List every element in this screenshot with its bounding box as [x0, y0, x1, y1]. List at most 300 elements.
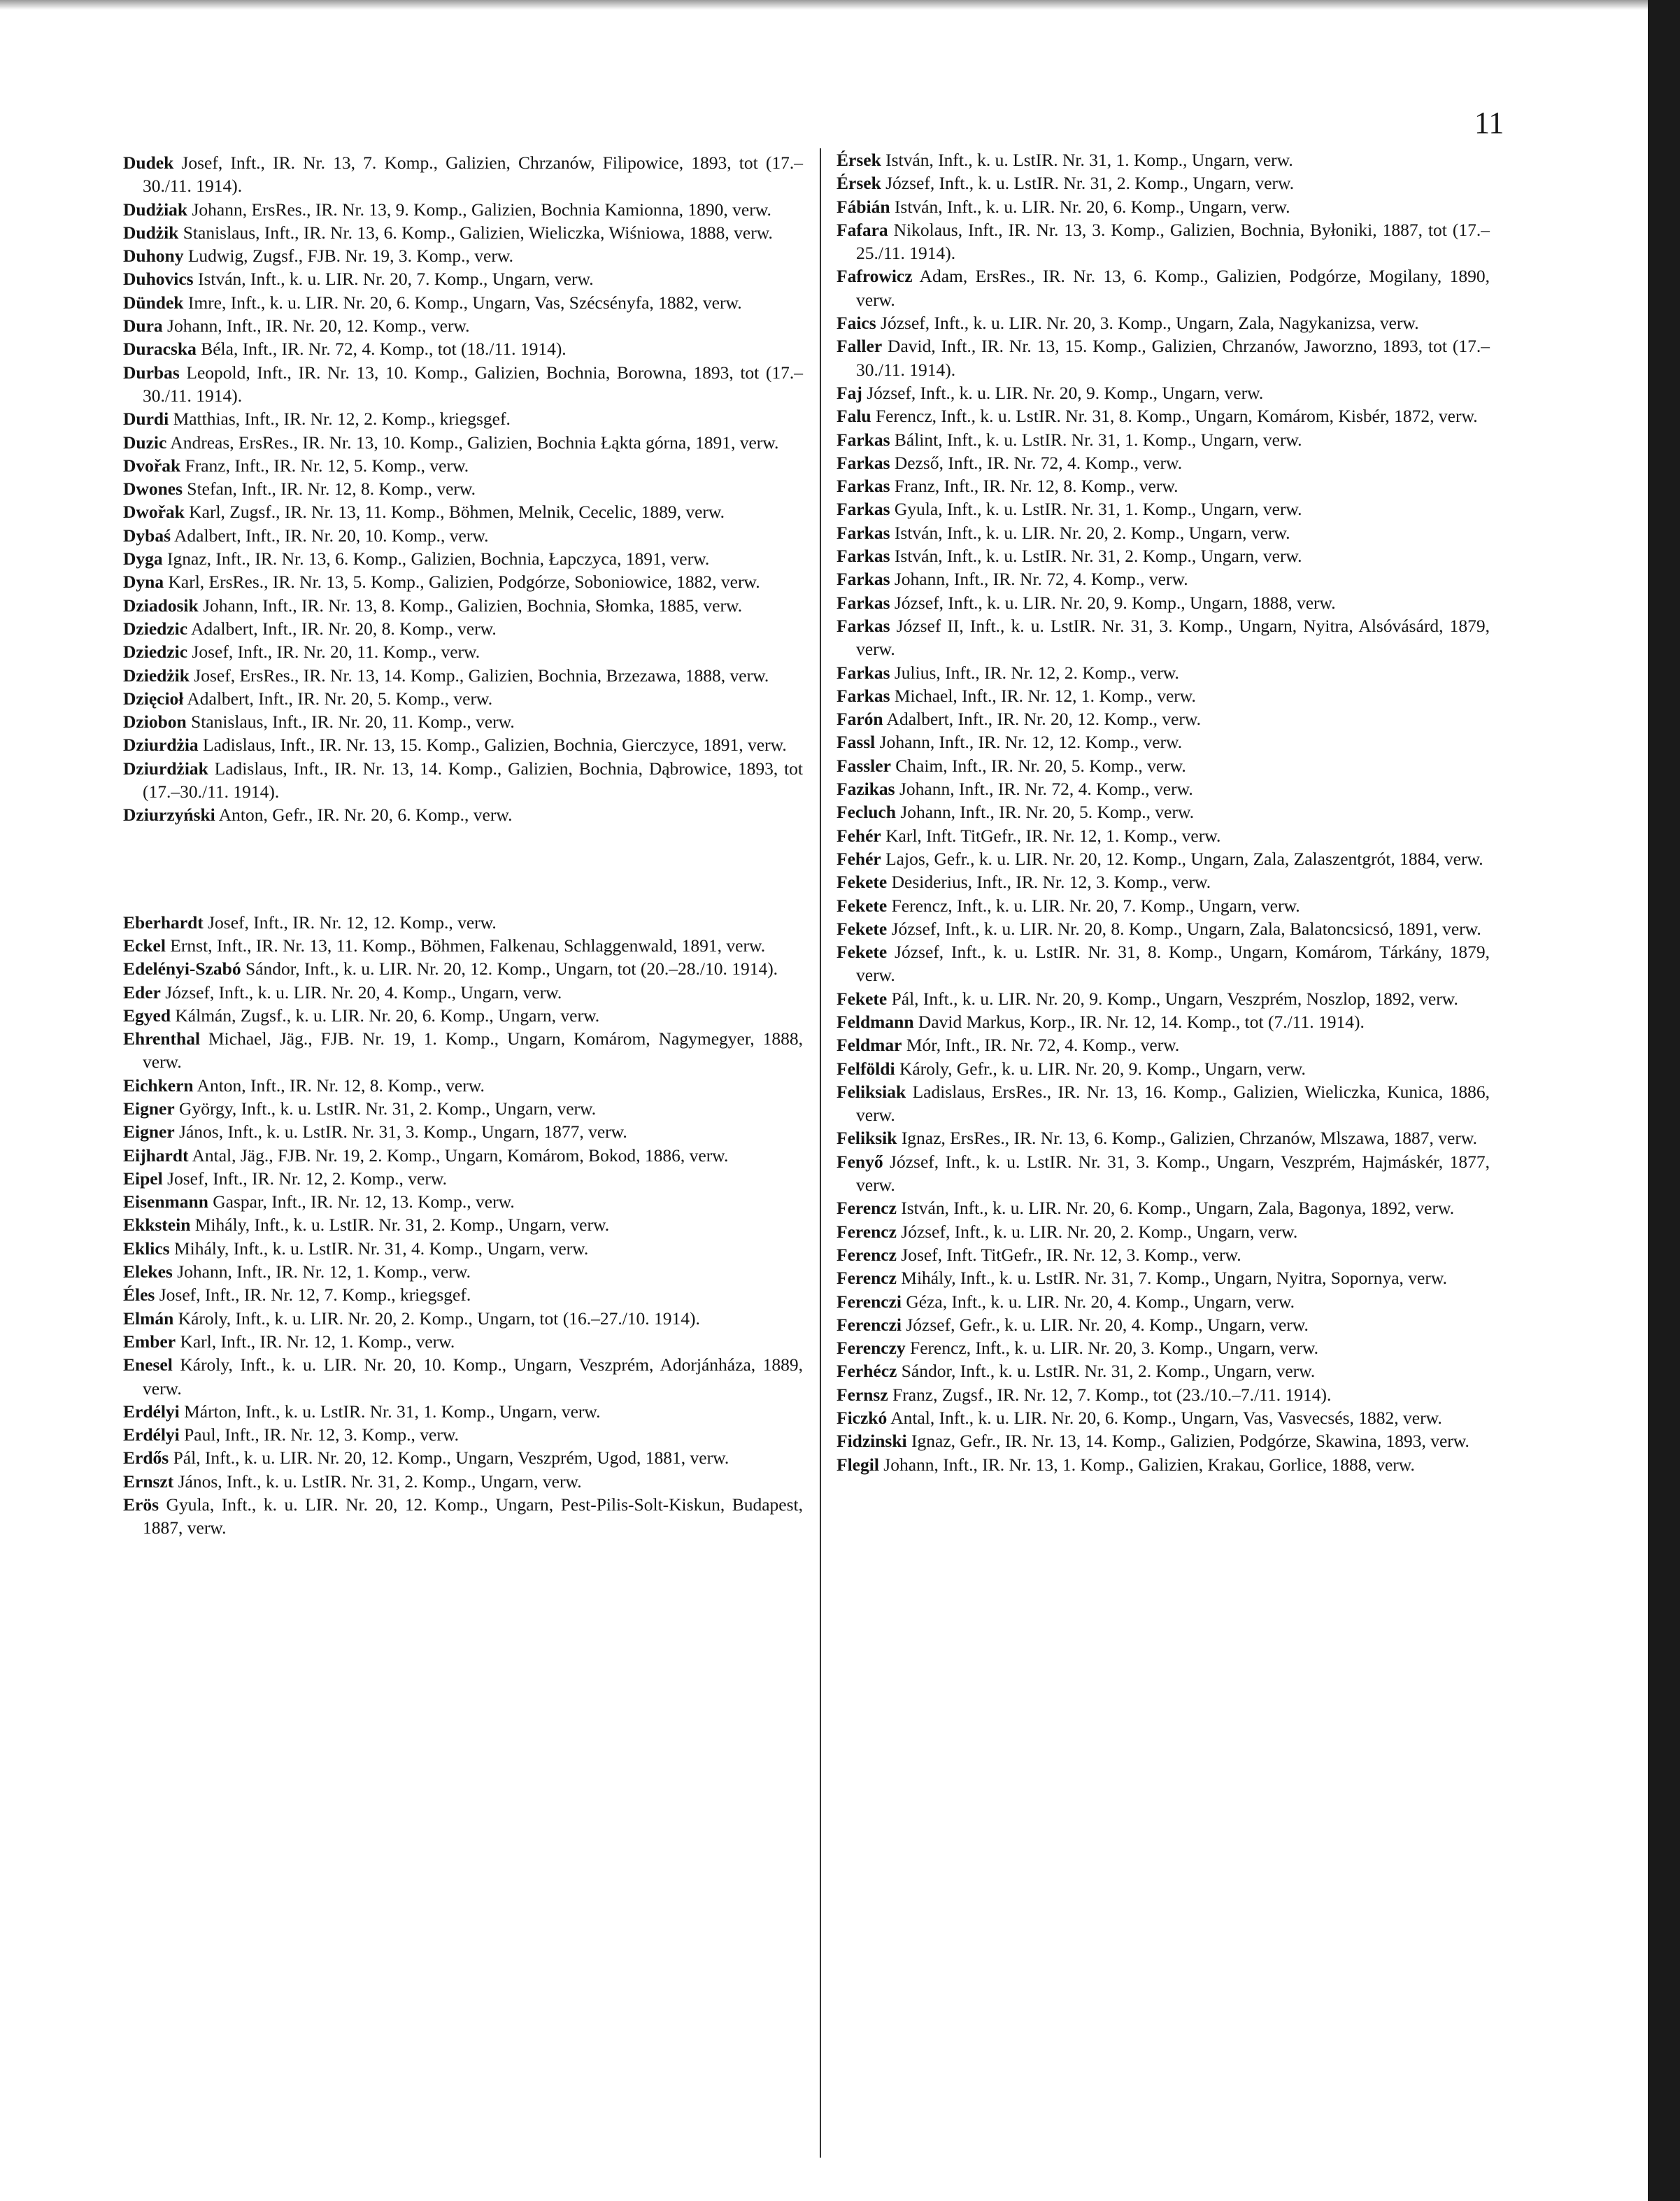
register-entry — [837, 195, 1490, 218]
register-entry — [837, 707, 1490, 730]
entry-surname: Feldmar — [837, 1035, 902, 1056]
scan-right-border — [1648, 0, 1680, 2201]
entry-details: Ignaz, Inft., IR. Nr. 13, 6. Komp., Galizien, Bochnia, Łapczyca, 1891, verw. — [162, 549, 710, 569]
register-entry — [837, 800, 1490, 823]
entry-surname: Ferencz — [837, 1198, 897, 1219]
register-entry — [123, 1353, 803, 1400]
register-entry — [123, 407, 803, 430]
entry-surname: Fafrowicz — [837, 266, 913, 287]
register-entry — [837, 1429, 1490, 1452]
entry-details: Josef, ErsRes., IR. Nr. 13, 14. Komp., Galizien, Bochnia, Brzezawa, 1888, verw. — [189, 665, 769, 686]
register-entry — [123, 934, 803, 957]
register-entry — [837, 1010, 1490, 1033]
entry-details: József, Inft., k. u. LIR. Nr. 20, 4. Komp., Ungarn, verw. — [160, 982, 562, 1003]
register-entry — [837, 684, 1490, 707]
register-entry — [837, 264, 1490, 311]
entry-details: Pál, Inft., k. u. LIR. Nr. 20, 9. Komp., Ungarn, Veszprém, Noszlop, 1892, verw. — [887, 988, 1458, 1009]
entry-surname: Dziedżik — [123, 665, 190, 686]
entry-details: József, Inft., k. u. LIR. Nr. 20, 8. Komp., Ungarn, Zala, Balatoncsicsó, 1891, verw. — [887, 918, 1481, 939]
entry-details: Johann, Inft., IR. Nr. 13, 1. Komp., Galizien, Krakau, Gorlice, 1888, verw. — [878, 1454, 1415, 1475]
register-entry — [837, 777, 1490, 800]
entry-surname: Ferencz — [837, 1244, 897, 1265]
entry-details: Karl, Zugsf., IR. Nr. 13, 11. Komp., Böhmen, Melnik, Cecelic, 1889, verw. — [184, 502, 725, 523]
entry-details: István, Inft., k. u. LIR. Nr. 20, 2. Komp., Ungarn, verw. — [890, 522, 1290, 543]
entry-details: Johann, Inft., IR. Nr. 12, 1. Komp., verw. — [172, 1261, 471, 1282]
entry-details: Sándor, Inft., k. u. LIR. Nr. 20, 12. Komp., Ungarn, tot (20.–28./10. 1914). — [241, 958, 778, 979]
register-entry — [123, 1213, 803, 1236]
entry-surname: Fafara — [837, 219, 888, 240]
entry-details: Ignaz, ErsRes., IR. Nr. 13, 6. Komp., Galizien, Chrzanów, Mlszawa, 1887, verw. — [897, 1128, 1477, 1149]
entry-details: Franz, Inft., IR. Nr. 12, 8. Komp., verw. — [890, 476, 1179, 497]
entry-surname: Ferencz — [837, 1221, 897, 1242]
entry-surname: Farkas — [837, 685, 890, 706]
entry-surname: Farkas — [837, 452, 890, 473]
entry-details: Stefan, Inft., IR. Nr. 12, 8. Komp., verw. — [183, 479, 476, 500]
entry-details: Karl, ErsRes., IR. Nr. 13, 5. Komp., Galizien, Podgórze, Soboniowice, 1882, verw. — [164, 572, 760, 593]
entry-details: Károly, Inft., k. u. LIR. Nr. 20, 10. Komp., Ungarn, Veszprém, Adorjánháza, 1889, verw. — [143, 1354, 803, 1399]
entry-surname: Fekete — [837, 895, 888, 916]
entry-details: István, Inft., k. u. LstIR. Nr. 31, 1. Komp., Ungarn, verw. — [881, 150, 1293, 170]
entry-surname: Fecluch — [837, 802, 896, 823]
entry-surname: Fernsz — [837, 1384, 888, 1405]
register-entry — [123, 1237, 803, 1260]
register-entry — [123, 1400, 803, 1423]
register-entry — [123, 454, 803, 477]
entry-surname: Fassl — [837, 732, 876, 753]
register-entry — [837, 1290, 1490, 1313]
page-number: 11 — [1474, 106, 1504, 140]
register-entry — [837, 614, 1490, 661]
entry-surname: Fekete — [837, 988, 888, 1009]
entry-details: Lajos, Gefr., k. u. LIR. Nr. 20, 12. Komp., Ungarn, Zala, Zalaszentgrót, 1884, verw. — [881, 848, 1483, 869]
register-entry — [123, 570, 803, 593]
entry-surname: Dziurzyński — [123, 805, 215, 826]
register-entry — [123, 198, 803, 221]
register-entry — [837, 451, 1490, 474]
entry-details: Johann, Inft., IR. Nr. 20, 12. Komp., verw. — [162, 316, 470, 337]
register-entry — [123, 431, 803, 454]
entry-surname: Flegil — [837, 1454, 879, 1475]
register-entry — [123, 664, 803, 687]
entry-details: Adam, ErsRes., IR. Nr. 13, 6. Komp., Galizien, Podgórze, Mogilany, 1890, verw. — [856, 266, 1490, 310]
register-entry — [837, 1126, 1490, 1149]
register-entry — [837, 404, 1490, 427]
entry-details: Antal, Jäg., FJB. Nr. 19, 2. Komp., Ungarn, Komárom, Bokod, 1886, verw. — [188, 1145, 729, 1166]
entry-details: Ludwig, Zugsf., FJB. Nr. 19, 3. Komp., verw. — [183, 246, 513, 267]
register-entry — [837, 894, 1490, 917]
entry-surname: Ember — [123, 1331, 176, 1352]
entry-surname: Érsek — [837, 150, 881, 170]
entry-details: Ladislaus, Inft., IR. Nr. 13, 15. Komp., Galizien, Bochnia, Gierczyce, 1891, verw. — [198, 735, 787, 756]
register-entry — [123, 1330, 803, 1353]
entry-surname: Eberhardt — [123, 912, 204, 933]
entry-surname: Farkas — [837, 569, 890, 590]
register-entry — [837, 381, 1490, 404]
entry-surname: Dyna — [123, 572, 164, 593]
entry-surname: Eklics — [123, 1238, 170, 1259]
entry-group-d — [123, 151, 803, 827]
entry-surname: Duhovics — [123, 269, 194, 290]
entry-details: Franz, Inft., IR. Nr. 12, 5. Komp., verw. — [180, 455, 469, 476]
entry-details: Ernst, Inft., IR. Nr. 13, 11. Komp., Böhmen, Falkenau, Schlaggenwald, 1891, verw. — [165, 935, 766, 956]
entry-details: Márton, Inft., k. u. LstIR. Nr. 31, 1. Komp., Ungarn, verw. — [179, 1401, 601, 1422]
entry-surname: Ferenczi — [837, 1314, 902, 1335]
entry-surname: Durdi — [123, 409, 169, 430]
entry-details: Adalbert, Inft., IR. Nr. 20, 10. Komp., verw. — [171, 525, 489, 546]
entry-surname: Feldmann — [837, 1011, 914, 1032]
register-entry — [123, 477, 803, 500]
register-entry — [123, 687, 803, 710]
entry-surname: Ferenczi — [837, 1291, 902, 1312]
entry-surname: Faj — [837, 382, 862, 403]
entry-surname: Farkas — [837, 615, 890, 636]
entry-details: József, Inft., k. u. LstIR. Nr. 31, 2. Komp., Ungarn, verw. — [881, 173, 1295, 194]
entry-surname: Fekete — [837, 942, 888, 963]
register-entry — [837, 591, 1490, 614]
register-entry — [123, 1470, 803, 1493]
entry-surname: Farkas — [837, 592, 890, 613]
entry-surname: Feliksik — [837, 1128, 897, 1149]
entry-details: Mihály, Inft., k. u. LstIR. Nr. 31, 2. Komp., Ungarn, verw. — [190, 1215, 610, 1236]
entry-surname: Dwones — [123, 479, 183, 500]
entry-surname: Elmán — [123, 1308, 174, 1329]
register-entry — [837, 218, 1490, 265]
entry-surname: Egyed — [123, 1005, 171, 1026]
entry-surname: Farkas — [837, 429, 890, 450]
entry-details: Stanislaus, Inft., IR. Nr. 20, 11. Komp., verw. — [186, 712, 515, 733]
entry-details: József, Inft., k. u. LIR. Nr. 20, 3. Komp., Ungarn, Zala, Nagykanizsa, verw. — [876, 313, 1419, 334]
entry-surname: Dvořak — [123, 455, 181, 476]
entry-surname: Ehrenthal — [123, 1028, 201, 1049]
register-entry — [123, 361, 803, 408]
register-entry — [837, 1383, 1490, 1406]
entry-details: János, Inft., k. u. LstIR. Nr. 31, 2. Komp., Ungarn, verw. — [173, 1471, 582, 1492]
entry-surname: Dziurdżia — [123, 735, 199, 756]
entry-surname: Duracska — [123, 339, 197, 360]
entry-details: Stanislaus, Inft., IR. Nr. 13, 6. Komp., Galizien, Wieliczka, Wiśniowa, 1888, verw. — [178, 222, 773, 243]
entry-surname: Érsek — [837, 173, 881, 194]
entry-group-e — [123, 911, 803, 1540]
register-entry — [123, 151, 803, 198]
entry-details: Adalbert, Inft., IR. Nr. 20, 8. Komp., verw. — [187, 618, 497, 639]
entry-surname: Durbas — [123, 362, 180, 383]
entry-details: Julius, Inft., IR. Nr. 12, 2. Komp., verw. — [890, 662, 1179, 683]
register-entry — [837, 567, 1490, 590]
entry-details: István, Inft., k. u. LIR. Nr. 20, 7. Komp., Ungarn, verw. — [193, 269, 594, 290]
entry-details: Josef, Inft., IR. Nr. 12, 2. Komp., verw. — [162, 1168, 447, 1189]
register-entry — [837, 917, 1490, 940]
entry-details: József, Gefr., k. u. LIR. Nr. 20, 4. Komp., Ungarn, verw. — [901, 1314, 1309, 1335]
register-entry — [837, 474, 1490, 497]
entry-details: Dezső, Inft., IR. Nr. 72, 4. Komp., verw. — [890, 452, 1183, 473]
entry-details: Karl, Inft. TitGefr., IR. Nr. 12, 1. Komp., verw. — [881, 825, 1221, 846]
entry-surname: Farkas — [837, 522, 890, 543]
register-entry — [123, 1446, 803, 1469]
register-entry — [837, 521, 1490, 544]
register-entry — [123, 803, 803, 826]
entry-surname: Dündek — [123, 292, 184, 313]
register-entry — [837, 987, 1490, 1010]
entry-surname: Eigner — [123, 1098, 175, 1119]
entry-details: György, Inft., k. u. LstIR. Nr. 31, 2. Komp., Ungarn, verw. — [174, 1098, 597, 1119]
register-entry — [837, 1080, 1490, 1127]
entry-surname: Dziedzic — [123, 642, 188, 663]
entry-details: Desiderius, Inft., IR. Nr. 12, 3. Komp., verw. — [887, 872, 1211, 893]
entry-surname: Edelényi-Szabó — [123, 958, 241, 979]
entry-surname: Faller — [837, 336, 883, 357]
register-entry — [123, 1167, 803, 1190]
register-entry — [123, 617, 803, 640]
register-entry — [837, 661, 1490, 684]
entry-details: Ferencz, Inft., k. u. LstIR. Nr. 31, 8. Komp., Ungarn, Komárom, Kisbér, 1872, verw. — [871, 406, 1478, 427]
register-entry — [123, 524, 803, 547]
register-entry — [837, 1196, 1490, 1219]
scan-top-edge — [0, 0, 1680, 10]
entry-surname: Ferenczy — [837, 1338, 906, 1359]
entry-surname: Erös — [123, 1494, 159, 1515]
entry-surname: Ficzkó — [837, 1408, 888, 1429]
entry-surname: Erdélyi — [123, 1424, 180, 1445]
entry-details: István, Inft., k. u. LIR. Nr. 20, 6. Komp., Ungarn, Zala, Bagonya, 1892, verw. — [896, 1198, 1455, 1219]
entry-surname: Dziadosik — [123, 595, 199, 616]
entry-details: Michael, Inft., IR. Nr. 12, 1. Komp., verw. — [890, 685, 1196, 706]
entry-details: Géza, Inft., k. u. LIR. Nr. 20, 4. Komp., Ungarn, verw. — [901, 1291, 1295, 1312]
entry-details: József, Inft., k. u. LIR. Nr. 20, 9. Komp., Ungarn, verw. — [862, 382, 1264, 403]
right-column — [837, 148, 1490, 1476]
entry-surname: Dzięcioł — [123, 688, 184, 709]
register-entry — [123, 733, 803, 756]
entry-surname: Dziedzic — [123, 618, 188, 639]
entry-surname: Fenyő — [837, 1151, 883, 1172]
entry-details: Károly, Gefr., k. u. LIR. Nr. 20, 9. Komp., Ungarn, verw. — [895, 1058, 1306, 1079]
entry-surname: Dyga — [123, 549, 163, 569]
left-column — [123, 151, 803, 1540]
entry-details: Ladislaus, Inft., IR. Nr. 13, 14. Komp., Galizien, Bochnia, Dąbrowice, 1893, tot (17.–30./11. 1914). — [143, 758, 803, 802]
register-entry — [837, 754, 1490, 777]
register-entry — [837, 148, 1490, 171]
register-entry — [123, 1423, 803, 1446]
entry-surname: Elekes — [123, 1261, 173, 1282]
entry-surname: Fazikas — [837, 779, 895, 800]
register-entry — [123, 1144, 803, 1167]
entry-details: Mór, Inft., IR. Nr. 72, 4. Komp., verw. — [902, 1035, 1180, 1056]
entry-surname: Duzic — [123, 432, 167, 453]
register-entry — [837, 730, 1490, 753]
entry-details: Mihály, Inft., k. u. LstIR. Nr. 31, 7. Komp., Ungarn, Nyitra, Sopornya, verw. — [896, 1268, 1447, 1289]
entry-details: Adalbert, Inft., IR. Nr. 20, 12. Komp., verw. — [883, 709, 1202, 730]
register-entry — [837, 1313, 1490, 1336]
register-entry — [837, 847, 1490, 870]
register-entry — [123, 500, 803, 523]
entry-surname: Dudżiak — [123, 199, 188, 220]
entry-surname: Ferencz — [837, 1268, 897, 1289]
entry-details: Béla, Inft., IR. Nr. 72, 4. Komp., tot (18./11. 1914). — [196, 339, 567, 360]
entry-details: Johann, Inft., IR. Nr. 12, 12. Komp., verw. — [875, 732, 1183, 753]
entry-details: Gyula, Inft., k. u. LstIR. Nr. 31, 1. Komp., Ungarn, verw. — [890, 499, 1302, 520]
entry-details: Matthias, Inft., IR. Nr. 12, 2. Komp., kriegsgef. — [169, 409, 511, 430]
entry-details: József, Inft., k. u. LIR. Nr. 20, 9. Komp., Ungarn, 1888, verw. — [890, 592, 1336, 613]
entry-surname: Eijhardt — [123, 1145, 189, 1166]
register-entry — [123, 1027, 803, 1074]
entry-details: Josef, Inft. TitGefr., IR. Nr. 12, 3. Komp., verw. — [896, 1244, 1241, 1265]
entry-surname: Fábián — [837, 196, 890, 217]
entry-surname: Eder — [123, 982, 161, 1003]
entry-surname: Dziurdżiak — [123, 758, 208, 779]
entry-details: István, Inft., k. u. LstIR. Nr. 31, 2. Komp., Ungarn, verw. — [890, 546, 1302, 567]
entry-details: Anton, Inft., IR. Nr. 12, 8. Komp., verw. — [193, 1075, 485, 1096]
entry-details: Antal, Inft., k. u. LIR. Nr. 20, 6. Komp., Ungarn, Vas, Vasvecsés, 1882, verw. — [887, 1408, 1442, 1429]
entry-details: József II, Inft., k. u. LstIR. Nr. 31, 3. Komp., Ungarn, Nyitra, Alsóvásárd, 1879, verw. — [856, 615, 1490, 660]
entry-details: Josef, Inft., IR. Nr. 13, 7. Komp., Galizien, Chrzanów, Filipowice, 1893, tot (17.–30./11. 1914). — [143, 153, 803, 197]
register-entry — [123, 981, 803, 1004]
entry-details: Pál, Inft., k. u. LIR. Nr. 20, 12. Komp., Ungarn, Veszprém, Ugod, 1881, verw. — [169, 1448, 729, 1468]
entry-surname: Farkas — [837, 499, 890, 520]
entry-details: Johann, Inft., IR. Nr. 72, 4. Komp., verw. — [890, 569, 1188, 590]
entry-details: Mihály, Inft., k. u. LstIR. Nr. 31, 4. Komp., Ungarn, verw. — [169, 1238, 589, 1259]
entry-details: David Markus, Korp., IR. Nr. 12, 14. Komp., tot (7./11. 1914). — [913, 1011, 1365, 1032]
entry-surname: Ekkstein — [123, 1215, 191, 1236]
entry-surname: Eipel — [123, 1168, 163, 1189]
entry-details: Karl, Inft., IR. Nr. 12, 1. Komp., verw. — [176, 1331, 455, 1352]
entry-details: Michael, Jäg., FJB. Nr. 19, 1. Komp., Ungarn, Komárom, Nagymegyer, 1888, verw. — [143, 1028, 803, 1073]
entry-details: Andreas, ErsRes., IR. Nr. 13, 10. Komp., Galizien, Bochnia Łąkta górna, 1891, verw. — [166, 432, 779, 453]
entry-surname: Éles — [123, 1284, 155, 1305]
entry-details: Johann, Inft., IR. Nr. 20, 5. Komp., verw. — [895, 802, 1195, 823]
register-entry — [123, 267, 803, 290]
register-entry — [837, 940, 1490, 987]
entry-surname: Farkas — [837, 662, 890, 683]
entry-group-f — [837, 148, 1490, 1476]
register-entry — [837, 1406, 1490, 1429]
entry-details: Paul, Inft., IR. Nr. 12, 3. Komp., verw. — [179, 1424, 459, 1445]
entry-details: Johann, Inft., IR. Nr. 72, 4. Komp., verw. — [895, 779, 1193, 800]
register-entry — [123, 1283, 803, 1306]
register-entry — [837, 1359, 1490, 1382]
register-entry — [123, 314, 803, 337]
entry-details: Bálint, Inft., k. u. LstIR. Nr. 31, 1. Komp., Ungarn, verw. — [890, 429, 1302, 450]
register-entry — [123, 1097, 803, 1120]
entry-surname: Farkas — [837, 476, 890, 497]
entry-surname: Dziobon — [123, 712, 187, 733]
entry-surname: Erdélyi — [123, 1401, 180, 1422]
register-entry — [123, 1120, 803, 1143]
entry-details: József, Inft., k. u. LIR. Nr. 20, 2. Komp., Ungarn, verw. — [896, 1221, 1298, 1242]
entry-details: Franz, Zugsf., IR. Nr. 12, 7. Komp., tot (23./10.–7./11. 1914). — [888, 1384, 1332, 1405]
entry-surname: Feliksiak — [837, 1081, 906, 1102]
entry-surname: Farkas — [837, 546, 890, 567]
register-entry — [123, 1307, 803, 1330]
register-entry — [123, 710, 803, 733]
register-entry — [837, 1336, 1490, 1359]
register-entry — [123, 1260, 803, 1283]
register-entry — [123, 911, 803, 934]
entry-details: József, Inft., k. u. LstIR. Nr. 31, 3. Komp., Ungarn, Veszprém, Hajmáskér, 1877, verw. — [856, 1151, 1490, 1196]
entry-details: Johann, ErsRes., IR. Nr. 13, 9. Komp., Galizien, Bochnia Kamionna, 1890, verw. — [187, 199, 771, 220]
register-entry — [123, 957, 803, 980]
entry-surname: Falu — [837, 406, 871, 427]
entry-surname: Farón — [837, 709, 883, 730]
register-entry — [123, 594, 803, 617]
entry-details: Anton, Gefr., IR. Nr. 20, 6. Komp., verw. — [215, 805, 513, 826]
entry-details: Ignaz, Gefr., IR. Nr. 13, 14. Komp., Galizien, Podgórze, Skawina, 1893, verw. — [906, 1431, 1469, 1452]
entry-details: Sándor, Inft., k. u. LstIR. Nr. 31, 2. Komp., Ungarn, verw. — [897, 1361, 1316, 1382]
register-entry — [837, 544, 1490, 567]
entry-details: Gaspar, Inft., IR. Nr. 12, 13. Komp., verw. — [208, 1191, 515, 1212]
entry-surname: Dura — [123, 316, 163, 337]
entry-surname: Eisenmann — [123, 1191, 208, 1212]
entry-surname: Ferhécz — [837, 1361, 897, 1382]
entry-surname: Enesel — [123, 1354, 173, 1375]
register-entry — [837, 334, 1490, 381]
register-entry — [837, 1057, 1490, 1080]
entry-surname: Fassler — [837, 755, 891, 776]
entry-surname: Eckel — [123, 935, 166, 956]
entry-details: Adalbert, Inft., IR. Nr. 20, 5. Komp., verw. — [183, 688, 493, 709]
entry-details: Ferencz, Inft., k. u. LIR. Nr. 20, 3. Komp., Ungarn, verw. — [905, 1338, 1319, 1359]
entry-details: János, Inft., k. u. LstIR. Nr. 31, 3. Komp., Ungarn, 1877, verw. — [174, 1121, 627, 1142]
entry-surname: Ernszt — [123, 1471, 174, 1492]
register-entry — [837, 1453, 1490, 1476]
entry-details: Kálmán, Zugsf., k. u. LIR. Nr. 20, 6. Komp., Ungarn, verw. — [171, 1005, 600, 1026]
entry-details: Josef, Inft., IR. Nr. 12, 7. Komp., kriegsgef. — [155, 1284, 471, 1305]
entry-surname: Faics — [837, 313, 876, 334]
entry-surname: Fehér — [837, 825, 881, 846]
register-entry — [123, 1190, 803, 1213]
register-entry — [837, 1150, 1490, 1197]
register-entry — [123, 757, 803, 804]
entry-surname: Dudek — [123, 153, 174, 173]
entry-surname: Dudżik — [123, 222, 179, 243]
entry-details: Leopold, Inft., IR. Nr. 13, 10. Komp., Galizien, Bochnia, Borowna, 1893, tot (17.–30./11. 1914). — [143, 362, 803, 406]
section-gap — [123, 827, 803, 911]
register-entry — [123, 1493, 803, 1540]
register-entry — [837, 1033, 1490, 1056]
register-entry — [123, 337, 803, 360]
entry-details: Károly, Inft., k. u. LIR. Nr. 20, 2. Komp., Ungarn, tot (16.–27./10. 1914). — [173, 1308, 700, 1329]
entry-details: Imre, Inft., k. u. LIR. Nr. 20, 6. Komp., Ungarn, Vas, Szécsényfa, 1882, verw. — [183, 292, 742, 313]
entry-surname: Fidzinski — [837, 1431, 907, 1452]
entry-details: József, Inft., k. u. LstIR. Nr. 31, 8. Komp., Ungarn, Komárom, Tárkány, 1879, verw. — [856, 942, 1490, 986]
entry-details: Chaim, Inft., IR. Nr. 20, 5. Komp., verw. — [890, 755, 1186, 776]
entry-surname: Dybaś — [123, 525, 171, 546]
register-entry — [123, 640, 803, 663]
register-entry — [837, 1266, 1490, 1289]
entry-surname: Dwořak — [123, 502, 185, 523]
register-entry — [837, 824, 1490, 847]
entry-details: Josef, Inft., IR. Nr. 20, 11. Komp., verw. — [187, 642, 480, 663]
entry-surname: Fekete — [837, 918, 888, 939]
entry-surname: Fehér — [837, 848, 881, 869]
entry-details: Nikolaus, Inft., IR. Nr. 13, 3. Komp., Galizien, Bochnia, Byłoniki, 1887, tot (17.–25./11. 1914). — [856, 219, 1490, 264]
register-entry — [837, 171, 1490, 194]
entry-details: Ladislaus, ErsRes., IR. Nr. 13, 16. Komp., Galizien, Wieliczka, Kunica, 1886, verw. — [856, 1081, 1490, 1126]
entry-surname: Eigner — [123, 1121, 175, 1142]
entry-surname: Eichkern — [123, 1075, 194, 1096]
entry-details: István, Inft., k. u. LIR. Nr. 20, 6. Komp., Ungarn, verw. — [890, 196, 1290, 217]
entry-surname: Erdős — [123, 1448, 169, 1468]
entry-details: Gyula, Inft., k. u. LIR. Nr. 20, 12. Komp., Ungarn, Pest-Pilis-Solt-Kiskun, Budapest, 1887, verw. — [143, 1494, 803, 1538]
entry-surname: Felföldi — [837, 1058, 895, 1079]
register-entry — [837, 428, 1490, 451]
register-entry — [123, 1004, 803, 1027]
register-entry — [837, 311, 1490, 334]
register-entry — [837, 1243, 1490, 1266]
register-entry — [837, 870, 1490, 893]
entry-surname: Duhony — [123, 246, 184, 267]
register-entry — [837, 497, 1490, 521]
entry-details: Johann, Inft., IR. Nr. 13, 8. Komp., Galizien, Bochnia, Słomka, 1885, verw. — [198, 595, 743, 616]
register-entry — [837, 1220, 1490, 1243]
